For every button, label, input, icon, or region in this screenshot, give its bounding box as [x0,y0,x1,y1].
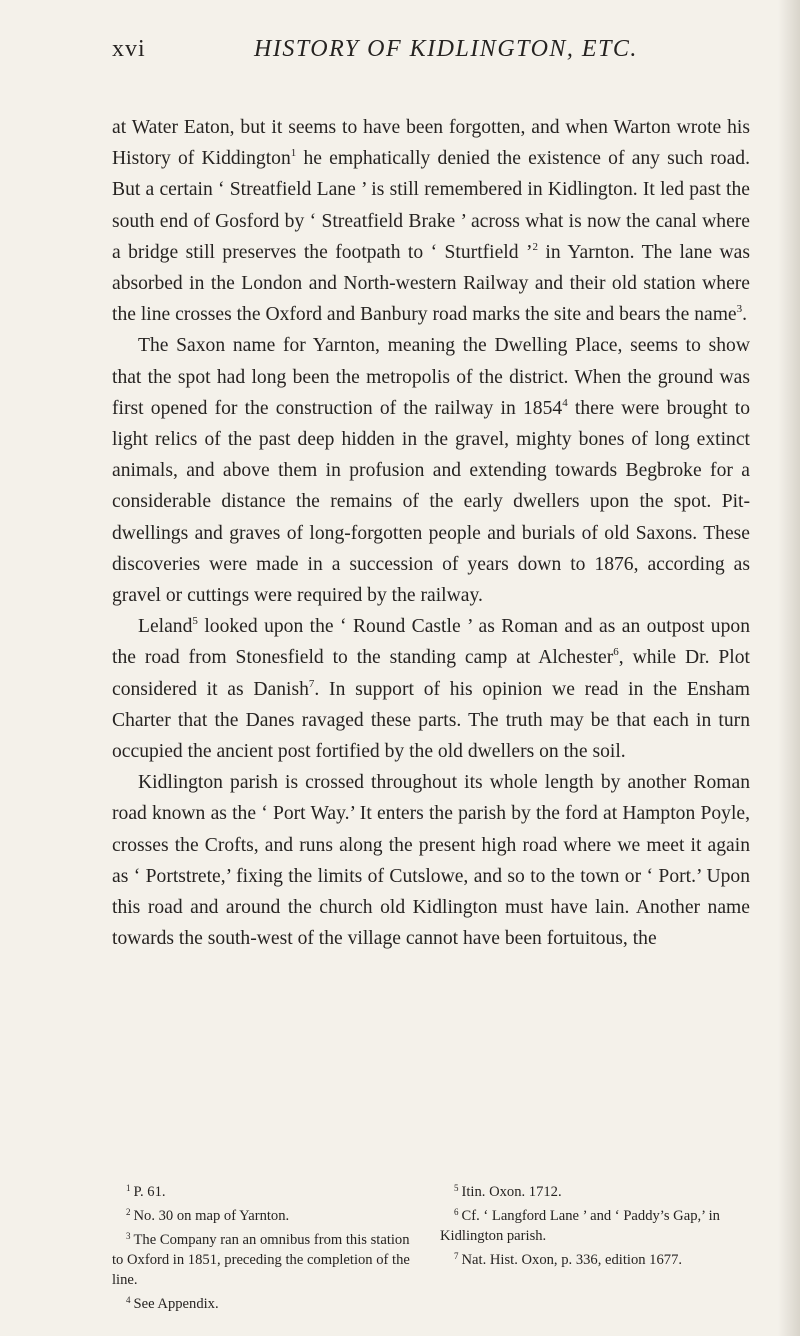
footnotes-left-column [112,1178,422,1314]
paragraph-text: looked upon the ‘ Round Castle ’ as Roman and as an outpost upon the road from Stonesfield to the standing camp at Alchester [112,616,750,669]
footnote-ref: 1 [290,147,297,160]
footnote-mark: 2 [126,1207,131,1217]
running-head [112,36,740,76]
footnote-ref: 5 [192,615,198,628]
paragraph-text: in Yarnton. The lane was absorbed in the London and North-western Railway and their old station where the line crosses the Oxford and Banbury road marks the site and bears the name [112,241,750,326]
footnote-text: See Appendix. [133,1296,219,1312]
page-number: xvi [112,36,146,62]
footnote-mark: 1 [126,1183,131,1193]
footnote-text: Cf. ‘ Langford Lane ’ and ‘ Paddy’s Gap,’ in Kidlington parish. [440,1208,720,1244]
body-text [112,112,750,954]
footnote-mark: 4 [126,1295,131,1305]
footnote-mark: 7 [454,1251,459,1261]
paragraph-text: The Saxon name for Yarnton, meaning the Dwelling Place, seems to show that the spot had long been the metropolis of the district. When the ground was first opened for the construction of the railway in 1854 [112,335,750,419]
footnote-mark: 6 [454,1207,459,1217]
footnote [112,1178,422,1202]
paragraph-text: at Water Eaton, but it seems to have been forgotten, and when Warton wrote his History of Kiddington [112,117,750,170]
footnote-text: Itin. Oxon. 1712. [461,1184,562,1200]
paragraph-text: , while Dr. Plot considered it as Danish [112,647,750,700]
footnote-text: The Company ran an omnibus from this station to Oxford in 1851, preceding the completion of the line. [112,1232,410,1288]
paragraph-2 [112,330,750,611]
footnote-mark: 3 [126,1231,131,1241]
footnote [112,1290,422,1314]
footnote [440,1178,750,1202]
paragraph-text: . [742,304,748,326]
footnote [112,1226,422,1290]
paragraph-text: he emphatically denied the existence of any such road. But a certain ‘ Streatfield Lane ’ is still remembered in Kidlington. It led past the south end of Gosford by ‘ Streatfield Brake ’ across what is now the canal where a bridge still preserves the footpath to ‘ Sturtfield ’ [112,148,750,263]
paragraph-1 [112,112,750,330]
footnote [440,1202,750,1246]
footnote-text: No. 30 on map of Yarnton. [133,1208,290,1224]
footnote-text: P. 61. [133,1184,166,1200]
paragraph-text: there were brought to light relics of the past deep hidden in the gravel, mighty bones of long extinct animals, and above them in profusion and extending towards Begbroke for a considerable distance the remains of the early dwellers upon the spot. Pit-dwellings and graves of long-forgotten people and burials of old Saxons. These discoveries were made in a succession of years down to 1876, according as gravel or cuttings were required by the railway. [112,397,751,607]
footnote [112,1202,422,1226]
paragraph-4: Kidlington parish is crossed throughout its whole length by another Roman road known as the ‘ Port Way.’ It enters the parish by the ford at Hampton Poyle, crosses the Crofts, and runs along the present high road where we meet it again as ‘ Portstrete,’ fixing the limits of Cutslowe, and so to the town or ‘ Port.’ Upon this road and around the church old Kidlington must have lain. Another name towards the south-west of the village cannot have been fortuitous, the [112,772,750,950]
running-title: HISTORY OF KIDLINGTON, ETC. [254,36,638,62]
paragraph-3 [112,611,750,767]
footnote-ref: 4 [562,396,568,409]
footnote-ref: 7 [308,677,315,690]
footnote-ref: 2 [532,240,538,253]
footnote-text: Nat. Hist. Oxon, p. 336, edition 1677. [461,1252,683,1268]
paragraph-text: Leland [138,616,193,638]
footnotes-right-column [440,1178,750,1270]
footnote-ref: 6 [613,646,619,659]
footnote-mark: 5 [454,1183,459,1193]
footnote-ref: 3 [736,303,743,316]
page-edge-shadow [778,0,800,1336]
paragraph-text: . In support of his opinion we read in the Ensham Charter that the Danes ravaged these parts. The truth may be that each in turn occupied the ancient post fortified by the old dwellers on the soil. [112,678,750,763]
footnote [440,1246,750,1270]
